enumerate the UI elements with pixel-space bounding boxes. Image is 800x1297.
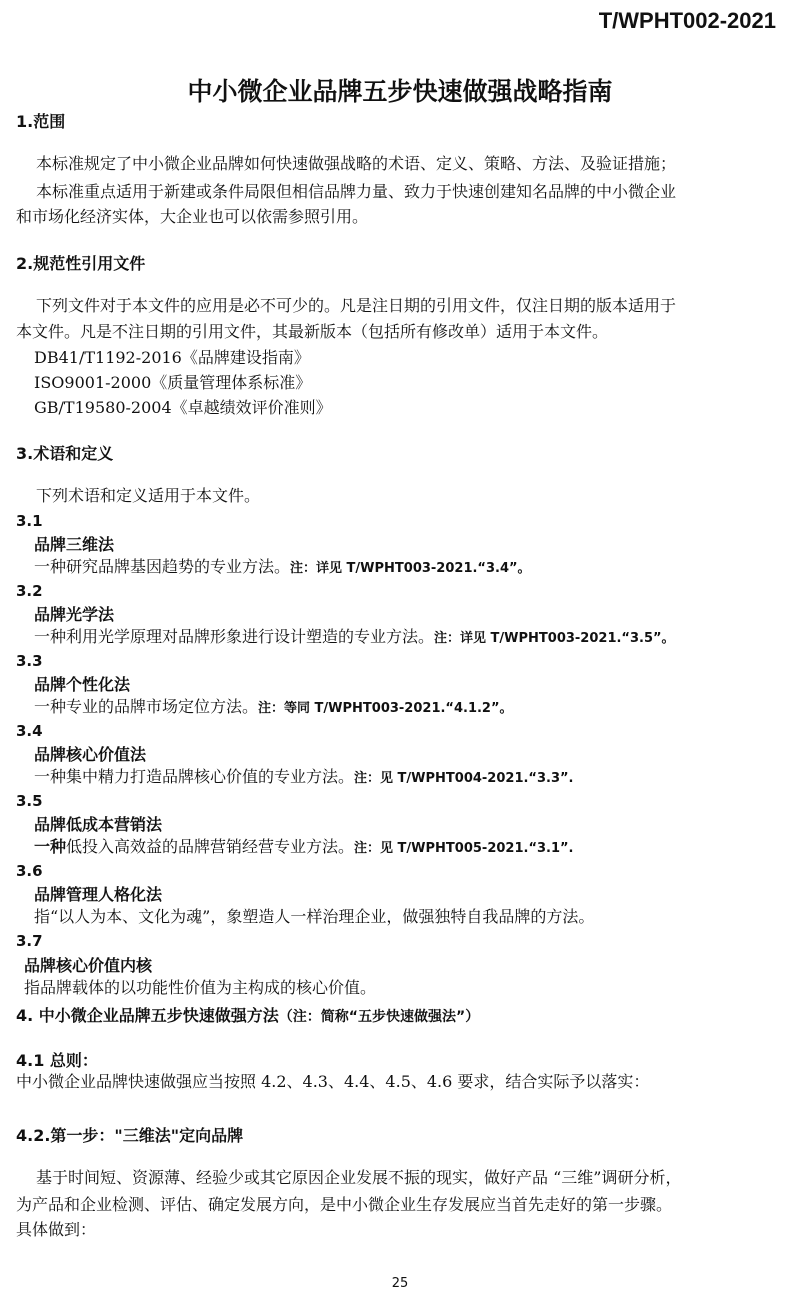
term-note: 注：见 T/WPHT004-2021.“3.3”. [354,771,574,786]
section-2-para-line-1: 下列文件对于本文件的应用是必不可少的。凡是注日期的引用文件，仅注日期的版本适用于 [36,296,677,315]
section-4-2-heading: 4.2.第一步："三维法"定向品牌 [16,1126,244,1145]
page-title: 中小微企业品牌五步快速做强战略指南 [187,77,613,106]
section-3-heading: 3.术语和定义 [16,444,114,463]
section-1-para-2-line-2: 和市场化经济实体，大企业也可以依需参照引用。 [16,207,369,226]
section-4-note: （注：简称“五步快速做强法”） [278,1009,480,1025]
term-note: 注：见 T/WPHT005-2021.“3.1”. [354,841,574,856]
section-1-para-2-line-1: 本标准重点适用于新建或条件局限但相信品牌力量、致力于快速创建知名品牌的中小微企业 [36,182,677,201]
section-4-2-para-line-2: 为产品和企业检测、评估、确定发展方向，是中小微企业生存发展应当首先走好的第一步骤。 [16,1195,673,1214]
term-definition-bold: 一种 [34,837,67,856]
term-definition [34,695,513,721]
section-4-1-text: 中小微企业品牌快速做强应当按照 4.2、4.3、4.4、4.5、4.6 要求，结合实际予以落实： [16,1072,650,1091]
section-2-para-line-2: 本文件。凡是不注日期的引用文件，其最新版本（包括所有修改单）适用于本文件。 [16,322,609,341]
term-note: 注：详见 T/WPHT003-2021.“3.5”。 [434,631,675,646]
term-name: 品牌管理人格化法 [34,885,163,904]
term-definition [34,765,573,791]
term-name: 品牌个性化法 [34,675,131,694]
term-number: 3.3 [16,652,43,670]
term-definition [34,625,675,651]
term-name: 品牌光学法 [34,605,115,624]
section-3-intro: 下列术语和定义适用于本文件。 [36,486,261,505]
section-2-heading: 2.规范性引用文件 [16,254,146,273]
page-number: 25 [391,1276,409,1291]
term-definition [24,976,376,1000]
reference-item: GB/T19580-2004《卓越绩效评价准则》 [34,398,332,417]
term-number: 3.5 [16,792,43,810]
section-4-heading [16,1003,479,1026]
term-definition [34,905,594,929]
term-definition-text: 一种利用光学原理对品牌形象进行设计塑造的专业方法。 [34,627,435,646]
section-4-2-para-line-1: 基于时间短、资源薄、经验少或其它原因企业发展不振的现实，做好产品 “三维”调研分析， [36,1168,682,1187]
term-note: 注：等同 T/WPHT003-2021.“4.1.2”。 [258,701,513,716]
term-definition-text: 一种集中精力打造品牌核心价值的专业方法。 [34,767,355,786]
section-1-heading: 1.范围 [16,112,66,131]
term-number: 3.4 [16,722,43,740]
term-number: 3.1 [16,512,43,530]
reference-item: ISO9001-2000《质量管理体系标准》 [34,373,312,392]
section-1-para-1: 本标准规定了中小微企业品牌如何快速做强战略的术语、定义、策略、方法、及验证措施； [36,154,677,173]
term-definition-text: 指品牌载体的以功能性价值为主构成的核心价值。 [24,978,377,997]
term-name: 品牌核心价值内核 [24,956,153,975]
term-note: 注：详见 T/WPHT003-2021.“3.4”。 [290,561,531,576]
reference-item: DB41/T1192-2016《品牌建设指南》 [34,348,310,367]
term-number: 3.6 [16,862,43,880]
term-number: 3.2 [16,582,43,600]
term-name: 品牌核心价值法 [34,745,147,764]
term-definition-text: 指“以人为本、文化为魂”，象塑造人一样治理企业，做强独特自我品牌的方法。 [34,907,595,926]
term-number: 3.7 [16,932,43,950]
document-code: T/WPHT002-2021 [598,8,776,33]
term-definition-text: 一种专业的品牌市场定位方法。 [34,697,259,716]
section-4-1-heading: 4.1 总则： [16,1051,98,1070]
section-4-title: 4. 中小微企业品牌五步快速做强方法 [16,1006,279,1025]
section-4-2-para-line-3: 具体做到： [16,1220,97,1239]
term-name: 品牌低成本营销法 [34,815,163,834]
term-definition [34,555,531,581]
term-definition-text: 一种研究品牌基因趋势的专业方法。 [34,557,291,576]
term-definition-text: 低投入高效益的品牌营销经营专业方法。 [66,837,355,856]
term-definition [34,835,574,861]
term-name: 品牌三维法 [34,535,115,554]
